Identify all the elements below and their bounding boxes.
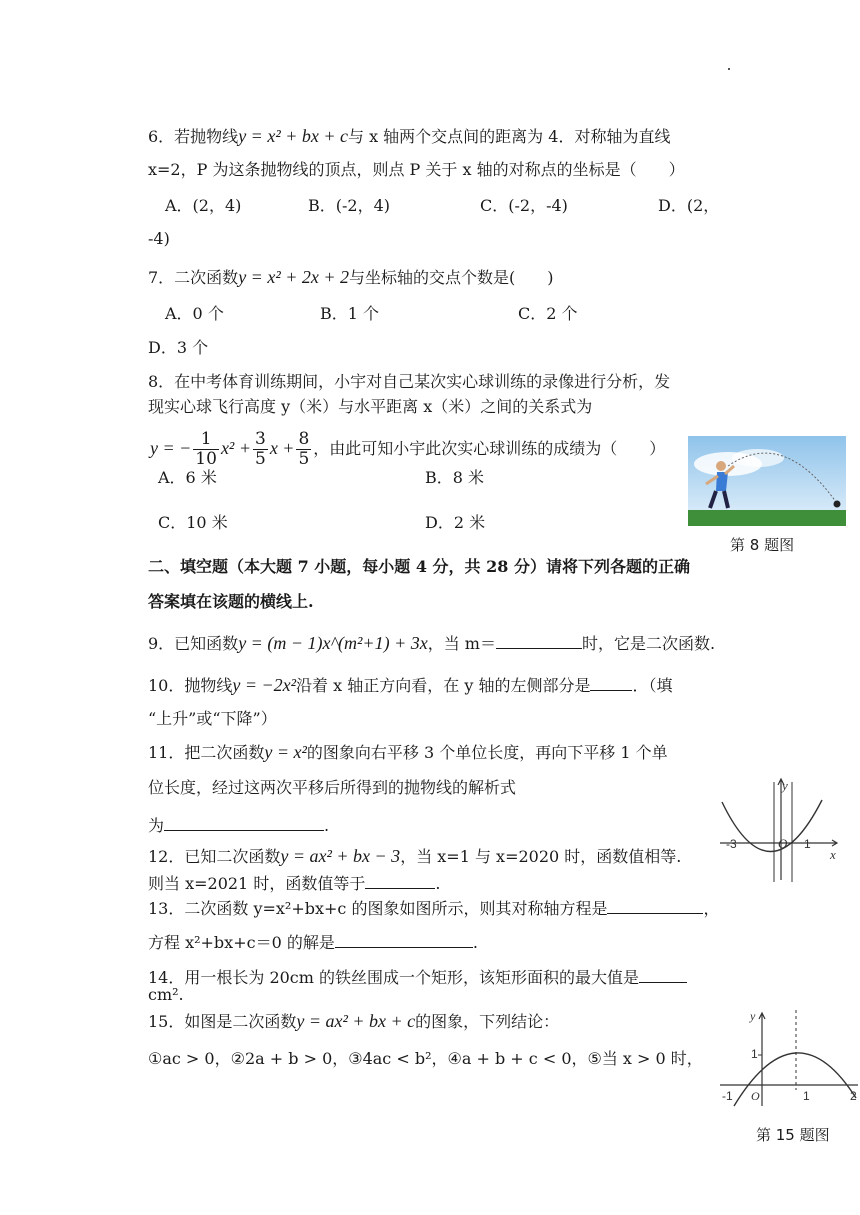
q6-option-c: C．(-2，-4): [480, 196, 568, 215]
q11-answer-blank: [164, 814, 324, 831]
q13-one-label: 1: [804, 837, 811, 851]
q10-line2: “上升”或“下降”）: [148, 709, 277, 728]
page-dot: [728, 68, 730, 70]
q15-origin-label: O: [751, 1089, 760, 1103]
q8-shotput-illustration: [688, 436, 846, 526]
section2-heading-line2: 答案填在该题的横线上.: [148, 592, 314, 611]
q10-answer-blank: [590, 674, 632, 691]
q11-line1: 11．把二次函数y = x²的图象向右平移 3 个单位长度，再向下平移 1 个单: [148, 742, 668, 762]
q15-figure-caption: 第 15 题图: [756, 1126, 830, 1144]
q8-frac3: $\frac{8}{5}$: [298, 429, 310, 469]
q12-line2: 则当 x=2021 时，函数值等于 .: [148, 874, 441, 893]
q15-y-label: y: [750, 1009, 756, 1023]
q15-one-y-label: 1: [751, 1047, 758, 1061]
q14-answer-blank: [639, 966, 687, 983]
q8-line1: 8．在中考体育训练期间，小宇对自己某次实心球训练的录像进行分析，发: [148, 372, 671, 391]
q13-y-label: y: [782, 778, 788, 793]
q7-option-c: C．2 个: [518, 304, 578, 323]
q6-line2: x=2，P 为这条抛物线的顶点，则点 P 关于 x 轴的对称点的坐标是（ ）: [148, 160, 685, 179]
q13-minus3-label: -3: [726, 837, 737, 851]
q11-line3: 为 .: [148, 816, 330, 835]
q13-line1: 13．二次函数 y=x²+bx+c 的图象如图所示，则其对称轴方程是 ，: [148, 899, 720, 918]
q15-parabola-graph: [718, 1008, 860, 1108]
q15-line1: 15．如图是二次函数y = ax² + bx + c的图象，下列结论：: [148, 1011, 560, 1031]
q8-option-b: B．8 米: [425, 468, 485, 487]
q14-line1: 14．用一根长为 20cm 的铁丝围成一个矩形，该矩形面积的最大值是: [148, 966, 687, 988]
q15-minus1-label: -1: [722, 1089, 733, 1103]
q13-line2: 方程 x²+bx+c＝0 的解是 .: [148, 933, 478, 952]
q10-line1: 10．抛物线y = −2x²沿着 x 轴正方向看，在 y 轴的左侧部分是 ．（填: [148, 675, 673, 695]
q8-option-a: A．6 米: [158, 468, 217, 487]
q8-figure-caption: 第 8 题图: [730, 536, 795, 554]
q8-frac2: $\frac{3}{5}$: [254, 429, 266, 469]
q12-line1: 12．已知二次函数y = ax² + bx − 3，当 x=1 与 x=2020 时，函数值相等.: [148, 846, 682, 866]
q15-two-label: 2: [850, 1089, 857, 1103]
q8-equation: y = − $\frac{1}{10}$ x² + $\frac{3}{5}$ x + $\frac{8}{5}$ ，由此可知小宇此次实心球训练的成绩为（ ）: [150, 429, 666, 469]
q13-axis-blank: [607, 897, 703, 914]
q6-option-a: A．(2，4): [165, 196, 242, 215]
q13-solution-blank: [335, 931, 473, 948]
q6-option-d: D．(2，: [658, 196, 720, 215]
q8-line2: 现实心球飞行高度 y（米）与水平距离 x（米）之间的关系式为: [148, 397, 593, 416]
q6-option-b: B．(-2，4): [308, 196, 391, 215]
q11-line2: 位长度，经过这两次平移后所得到的抛物线的解析式: [148, 778, 517, 797]
q13-origin-label: O: [778, 836, 788, 851]
q13-x-label: x: [830, 847, 836, 862]
q8-option-c: C．10 米: [158, 513, 228, 532]
section2-heading-line1: 二、填空题（本大题 7 小题，每小题 4 分，共 28 分）请将下列各题的正确: [148, 557, 690, 576]
q8-frac1: $\frac{1}{10}$: [195, 429, 217, 469]
q8-option-d: D．2 米: [425, 513, 486, 532]
q7-line: 7．二次函数y = x² + 2x + 2与坐标轴的交点个数是( ): [148, 267, 554, 287]
q15-conclusions: ①ac > 0，②2a + b > 0，③4ac < b²，④a + b + c < 0，⑤当 x > 0 时，: [148, 1049, 703, 1068]
q13-parabola-graph: [718, 772, 844, 884]
q7-option-a: A．0 个: [165, 304, 224, 323]
q15-one-x-label: 1: [803, 1089, 810, 1103]
q6-line1: 6．若抛物线y = x² + bx + c与 x 轴两个交点间的距离为 4．对称轴为直线: [148, 126, 671, 146]
q9-answer-blank: [496, 632, 582, 649]
q12-answer-blank: [365, 872, 435, 889]
q7-option-d: D．3 个: [148, 338, 209, 357]
q7-option-b: B．1 个: [320, 304, 380, 323]
q14-line2: cm².: [148, 985, 184, 1004]
q9-line: 9．已知函数y = (m − 1)x^(m²+1) + 3x，当 m＝ 时，它是二次函数.: [148, 633, 716, 653]
q6-option-d-cont: -4): [148, 229, 170, 248]
